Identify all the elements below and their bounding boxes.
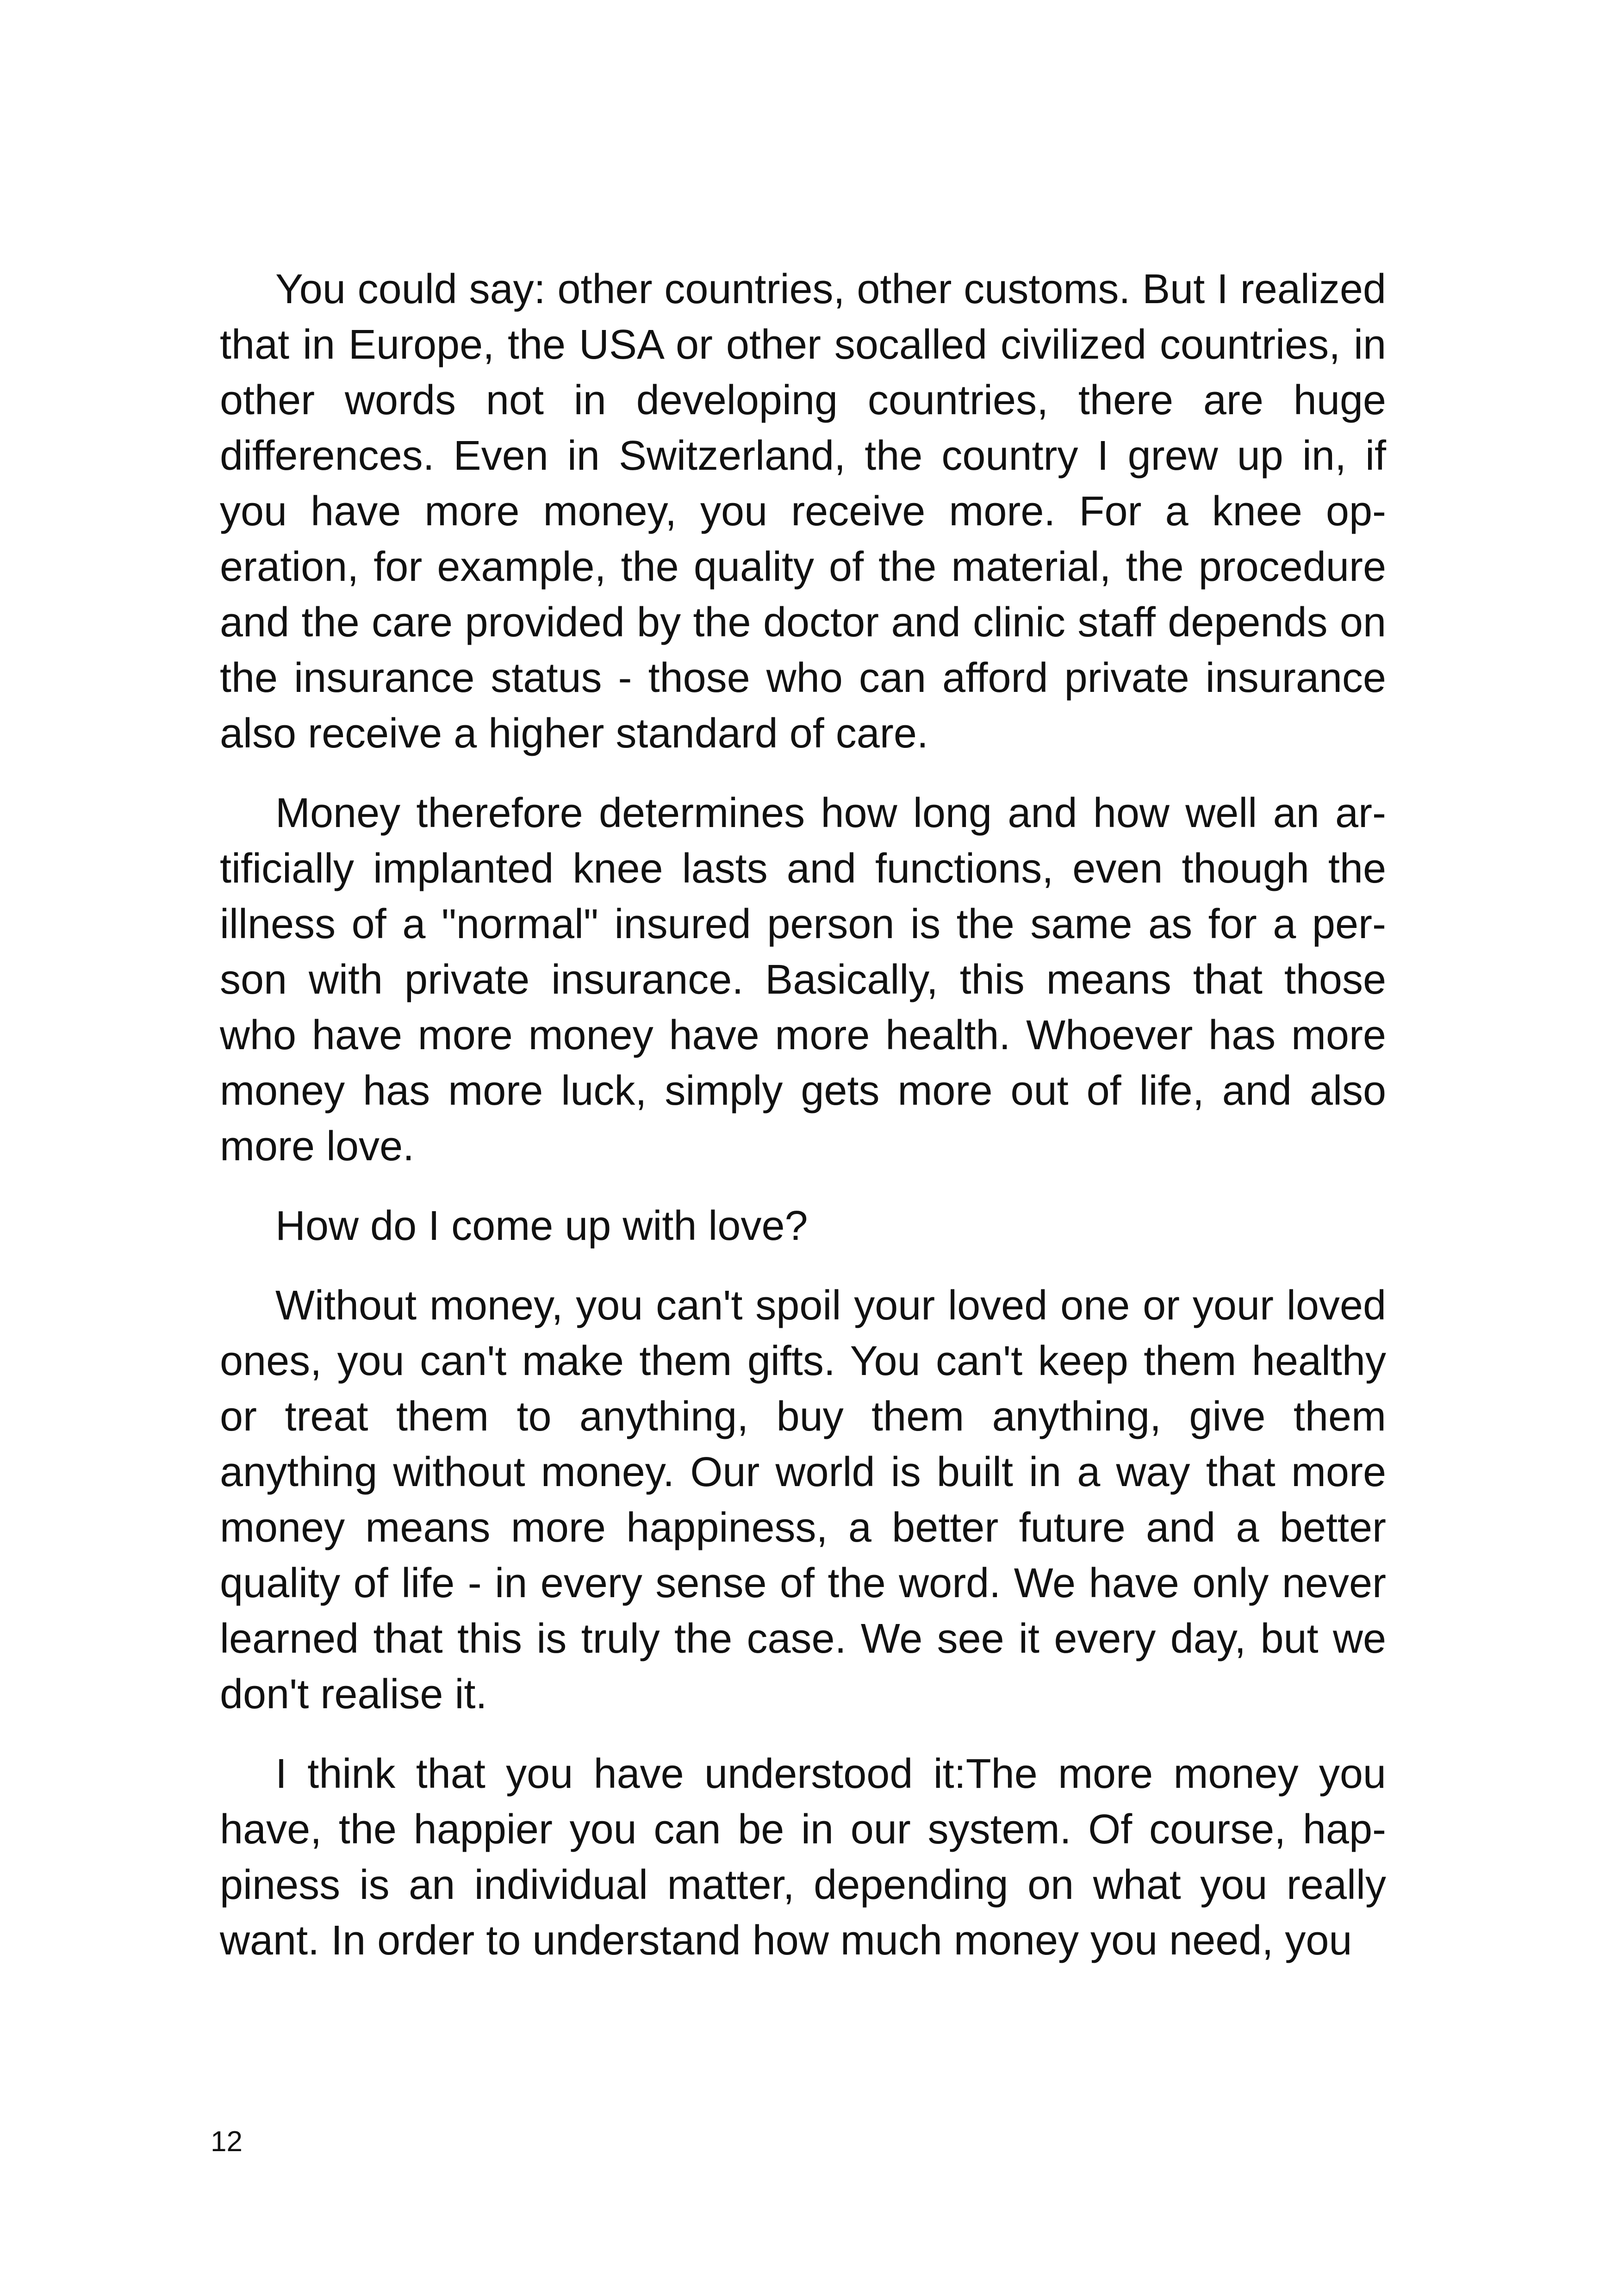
paragraph-5: I think that you have understood it:The more money you have, the happier you can be in our system. Of course, happiness is an individual matter, depending on what you really want. In order to understand how much money you need, you bbox=[220, 1751, 1386, 1964]
body-text bbox=[220, 261, 1386, 1992]
paragraph-2: Money therefore determines how long and how well an artificially implanted knee lasts and functions, even though the illness of a "normal" insured person is the same as for a person with private insurance. Basically, this means that those who have more money have more health. Whoever has more money has more luck, simply gets more out of life, and also more love. bbox=[220, 790, 1386, 1170]
page-number: 12 bbox=[211, 2126, 243, 2158]
paragraph-3: How do I come up with love? bbox=[275, 1203, 808, 1249]
paragraph-1: You could say: other countries, other customs. But I realized that in Europe, the USA or other socalled civilized countries, in other words not in developing countries, there are huge differences. Even in Switzerland, the country I grew up in, if you have more money, you receive more. For a knee operation, for example, the quality of the material, the procedure and the care provided by the doctor and clinic staff depends on the insurance status - those who can afford private insurance also receive a higher standard of care. bbox=[220, 266, 1386, 757]
paragraph-4: Without money, you can't spoil your loved one or your loved ones, you can't make them gifts. You can't keep them healthy or treat them to anything, buy them anything, give them anything without money. Our world is built in a way that more money means more happiness, a better future and a better quality of life - in every sense of the word. We have only never learned that this is truly the case. We see it every day, but we don't realise it. bbox=[220, 1282, 1386, 1717]
